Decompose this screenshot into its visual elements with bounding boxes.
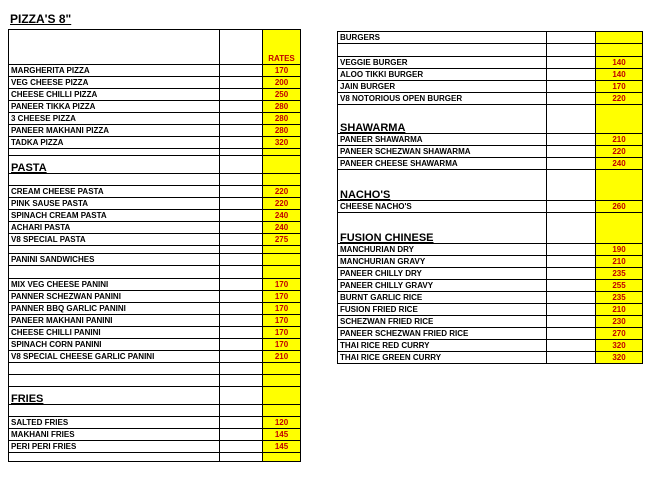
menu-row — [9, 222, 301, 234]
empty-cell — [220, 65, 263, 77]
item-name: VEG CHEESE PIZZA — [9, 77, 220, 89]
item-name: TADKA PIZZA — [9, 137, 220, 149]
item-name: MANCHURIAN DRY — [338, 244, 547, 256]
empty-cell — [220, 339, 263, 351]
item-name: MANCHURIAN GRAVY — [338, 256, 547, 268]
menu-row — [9, 315, 301, 327]
empty-cell — [220, 417, 263, 429]
empty-cell — [547, 316, 596, 328]
item-rate: 170 — [263, 315, 301, 327]
empty-cell — [220, 351, 263, 363]
item-rate: 210 — [596, 304, 643, 316]
left-menu-table — [8, 29, 301, 462]
empty-cell — [220, 254, 263, 266]
item-name: PANINI SANDWICHES — [9, 254, 220, 266]
item-rate — [263, 156, 301, 174]
item-rate: 320 — [596, 352, 643, 364]
item-rate: 320 — [596, 340, 643, 352]
menu-row — [338, 134, 643, 146]
menu-row — [9, 429, 301, 441]
empty-cell — [220, 429, 263, 441]
item-rate — [596, 213, 643, 244]
item-name: FUSION FRIED RICE — [338, 304, 547, 316]
empty-cell — [220, 327, 263, 339]
item-rate: 210 — [263, 351, 301, 363]
empty-cell — [547, 170, 596, 201]
item-rate — [263, 149, 301, 156]
section-heading: NACHO'S — [338, 170, 547, 201]
menu-row — [9, 186, 301, 198]
empty-cell — [220, 77, 263, 89]
menu-row — [338, 292, 643, 304]
right-menu-table — [337, 31, 643, 364]
menu-row — [9, 405, 301, 417]
menu-row — [338, 268, 643, 280]
item-rate: 170 — [263, 65, 301, 77]
menu-row — [338, 201, 643, 213]
menu-row — [338, 340, 643, 352]
empty-cell — [547, 244, 596, 256]
item-rate: 170 — [263, 339, 301, 351]
section-heading: SHAWARMA — [338, 105, 547, 134]
item-name: PANEER SCHEZWAN SHAWARMA — [338, 146, 547, 158]
section-row — [338, 170, 643, 201]
empty-cell — [220, 113, 263, 125]
item-rate — [263, 266, 301, 279]
empty-cell — [547, 81, 596, 93]
item-rate — [263, 363, 301, 375]
item-name: PANNER BBQ GARLIC PANINI — [9, 303, 220, 315]
item-rate — [263, 254, 301, 266]
menu-row — [338, 69, 643, 81]
item-rate: 200 — [263, 77, 301, 89]
menu-row — [338, 316, 643, 328]
empty-cell — [547, 328, 596, 340]
empty-cell — [220, 125, 263, 137]
item-name: SPINACH CORN PANINI — [9, 339, 220, 351]
item-name: PANEER CHILLY DRY — [338, 268, 547, 280]
item-rate — [596, 32, 643, 44]
item-rate — [263, 174, 301, 186]
menu-row — [9, 113, 301, 125]
item-rate — [263, 387, 301, 405]
item-rate: 280 — [263, 101, 301, 113]
item-rate: 220 — [263, 186, 301, 198]
item-name — [9, 405, 220, 417]
item-name: SCHEZWAN FRIED RICE — [338, 316, 547, 328]
empty-cell — [220, 279, 263, 291]
item-rate: 220 — [596, 146, 643, 158]
empty-cell — [547, 44, 596, 57]
empty-cell — [547, 57, 596, 69]
empty-cell — [547, 69, 596, 81]
menu-row — [9, 303, 301, 315]
empty-cell — [220, 315, 263, 327]
menu-row — [338, 32, 643, 44]
item-name: PERI PERI FRIES — [9, 441, 220, 453]
item-name: THAI RICE GREEN CURRY — [338, 352, 547, 364]
empty-cell — [220, 137, 263, 149]
item-rate: 210 — [596, 134, 643, 146]
item-rate: 235 — [596, 292, 643, 304]
menu-row — [9, 327, 301, 339]
item-name: PANEER MAKHANI PANINI — [9, 315, 220, 327]
menu-row — [9, 291, 301, 303]
empty-cell — [220, 405, 263, 417]
empty-cell — [220, 303, 263, 315]
menu-row — [9, 417, 301, 429]
item-rate — [596, 105, 643, 134]
item-rate: 255 — [596, 280, 643, 292]
empty-cell — [220, 149, 263, 156]
item-name — [9, 174, 220, 186]
empty-cell — [220, 89, 263, 101]
menu-row — [338, 57, 643, 69]
item-name: PINK SAUSE PASTA — [9, 198, 220, 210]
empty-cell — [220, 101, 263, 113]
empty-cell — [547, 105, 596, 134]
item-rate: 270 — [596, 328, 643, 340]
menu-row — [338, 256, 643, 268]
item-name — [9, 149, 220, 156]
item-name: SPINACH CREAM PASTA — [9, 210, 220, 222]
item-name: MARGHERITA PIZZA — [9, 65, 220, 77]
menu-row — [9, 89, 301, 101]
menu-row — [9, 246, 301, 254]
menu-row — [338, 352, 643, 364]
item-name — [9, 453, 220, 462]
item-name: PANEER CHEESE SHAWARMA — [338, 158, 547, 170]
item-rate — [263, 405, 301, 417]
item-name — [9, 246, 220, 254]
menu-row — [9, 77, 301, 89]
menu-row — [9, 174, 301, 186]
item-rate: 145 — [263, 429, 301, 441]
menu-row — [9, 198, 301, 210]
menu-row — [338, 328, 643, 340]
item-rate: 220 — [263, 198, 301, 210]
item-name: VEGGIE BURGER — [338, 57, 547, 69]
menu-row — [9, 363, 301, 375]
item-name: V8 SPECIAL CHEESE GARLIC PANINI — [9, 351, 220, 363]
item-name: PANEER SCHEZWAN FRIED RICE — [338, 328, 547, 340]
item-rate: 140 — [596, 57, 643, 69]
item-name: CHEESE NACHO'S — [338, 201, 547, 213]
item-name: CREAM CHEESE PASTA — [9, 186, 220, 198]
item-rate: 170 — [263, 279, 301, 291]
item-name — [9, 375, 220, 387]
empty-cell — [547, 213, 596, 244]
item-rate — [263, 375, 301, 387]
menu-row — [338, 304, 643, 316]
menu-row — [9, 266, 301, 279]
item-name: THAI RICE RED CURRY — [338, 340, 547, 352]
menu-row — [9, 30, 301, 65]
section-heading: FRIES — [9, 387, 220, 405]
item-name — [9, 30, 220, 65]
menu-row — [9, 125, 301, 137]
empty-cell — [547, 256, 596, 268]
item-rate: 280 — [263, 125, 301, 137]
item-rate — [596, 170, 643, 201]
item-name: 3 CHEESE PIZZA — [9, 113, 220, 125]
item-name: PANEER SHAWARMA — [338, 134, 547, 146]
empty-cell — [220, 186, 263, 198]
item-name: ALOO TIKKI BURGER — [338, 69, 547, 81]
menu-row — [9, 137, 301, 149]
empty-cell — [547, 280, 596, 292]
empty-cell — [547, 32, 596, 44]
item-rate: 220 — [596, 93, 643, 105]
menu-row — [9, 279, 301, 291]
menu-row — [9, 65, 301, 77]
item-rate: 170 — [263, 291, 301, 303]
menu-row — [9, 441, 301, 453]
item-rate: 170 — [596, 81, 643, 93]
empty-cell — [220, 441, 263, 453]
item-rate: 240 — [596, 158, 643, 170]
item-rate — [263, 246, 301, 254]
item-rate: 280 — [263, 113, 301, 125]
menu-row — [9, 375, 301, 387]
menu-row — [338, 146, 643, 158]
menu-row — [338, 81, 643, 93]
menu-row — [9, 254, 301, 266]
item-rate: 240 — [263, 210, 301, 222]
menu-row — [9, 453, 301, 462]
empty-cell — [547, 292, 596, 304]
item-rate: 210 — [596, 256, 643, 268]
item-name: PANEER MAKHANI PIZZA — [9, 125, 220, 137]
empty-cell — [220, 363, 263, 375]
item-name: JAIN BURGER — [338, 81, 547, 93]
section-row — [9, 156, 301, 174]
item-name — [9, 363, 220, 375]
item-name: MAKHANI FRIES — [9, 429, 220, 441]
empty-cell — [220, 453, 263, 462]
empty-cell — [547, 201, 596, 213]
empty-cell — [547, 93, 596, 105]
item-name: BURNT GARLIC RICE — [338, 292, 547, 304]
empty-cell — [220, 30, 263, 65]
empty-cell — [220, 387, 263, 405]
empty-cell — [220, 234, 263, 246]
menu-row — [9, 351, 301, 363]
menu-row — [9, 234, 301, 246]
item-name — [338, 44, 547, 57]
empty-cell — [547, 134, 596, 146]
item-rate: 120 — [263, 417, 301, 429]
item-rate: RATES — [263, 30, 301, 65]
item-name: PANNER SCHEZWAN PANINI — [9, 291, 220, 303]
item-name: MIX VEG CHEESE PANINI — [9, 279, 220, 291]
item-rate: 140 — [596, 69, 643, 81]
section-row — [338, 213, 643, 244]
menu-row — [9, 101, 301, 113]
item-name: SALTED FRIES — [9, 417, 220, 429]
item-name: CHEESE CHILLI PANINI — [9, 327, 220, 339]
item-name: ACHARI PASTA — [9, 222, 220, 234]
empty-cell — [220, 375, 263, 387]
section-row — [9, 387, 301, 405]
item-name: PANEER CHILLY GRAVY — [338, 280, 547, 292]
item-rate: 275 — [263, 234, 301, 246]
section-heading: FUSION CHINESE — [338, 213, 547, 244]
empty-cell — [220, 291, 263, 303]
item-rate: 230 — [596, 316, 643, 328]
item-rate: 170 — [263, 327, 301, 339]
section-row — [338, 105, 643, 134]
item-rate: 250 — [263, 89, 301, 101]
item-name: PANEER TIKKA PIZZA — [9, 101, 220, 113]
item-rate: 260 — [596, 201, 643, 213]
empty-cell — [220, 210, 263, 222]
item-rate: 170 — [263, 303, 301, 315]
menu-row — [338, 244, 643, 256]
menu-row — [9, 149, 301, 156]
empty-cell — [220, 198, 263, 210]
empty-cell — [547, 146, 596, 158]
empty-cell — [547, 340, 596, 352]
item-rate — [263, 453, 301, 462]
item-rate: 240 — [263, 222, 301, 234]
section-heading: PASTA — [9, 156, 220, 174]
menu-row — [338, 44, 643, 57]
menu-row — [9, 339, 301, 351]
empty-cell — [547, 268, 596, 280]
menu-row — [338, 158, 643, 170]
item-rate — [596, 44, 643, 57]
empty-cell — [220, 246, 263, 254]
item-name: BURGERS — [338, 32, 547, 44]
empty-cell — [547, 352, 596, 364]
page-title: PIZZA'S 8" — [10, 12, 72, 26]
empty-cell — [547, 158, 596, 170]
menu-row — [338, 280, 643, 292]
empty-cell — [220, 156, 263, 174]
empty-cell — [220, 222, 263, 234]
item-name — [9, 266, 220, 279]
item-name: V8 SPECIAL PASTA — [9, 234, 220, 246]
empty-cell — [547, 304, 596, 316]
menu-row — [338, 93, 643, 105]
item-name: CHEESE CHILLI PIZZA — [9, 89, 220, 101]
item-rate: 235 — [596, 268, 643, 280]
item-rate: 145 — [263, 441, 301, 453]
item-name: V8 NOTORIOUS OPEN BURGER — [338, 93, 547, 105]
menu-row — [9, 210, 301, 222]
empty-cell — [220, 174, 263, 186]
item-rate: 320 — [263, 137, 301, 149]
empty-cell — [220, 266, 263, 279]
item-rate: 190 — [596, 244, 643, 256]
